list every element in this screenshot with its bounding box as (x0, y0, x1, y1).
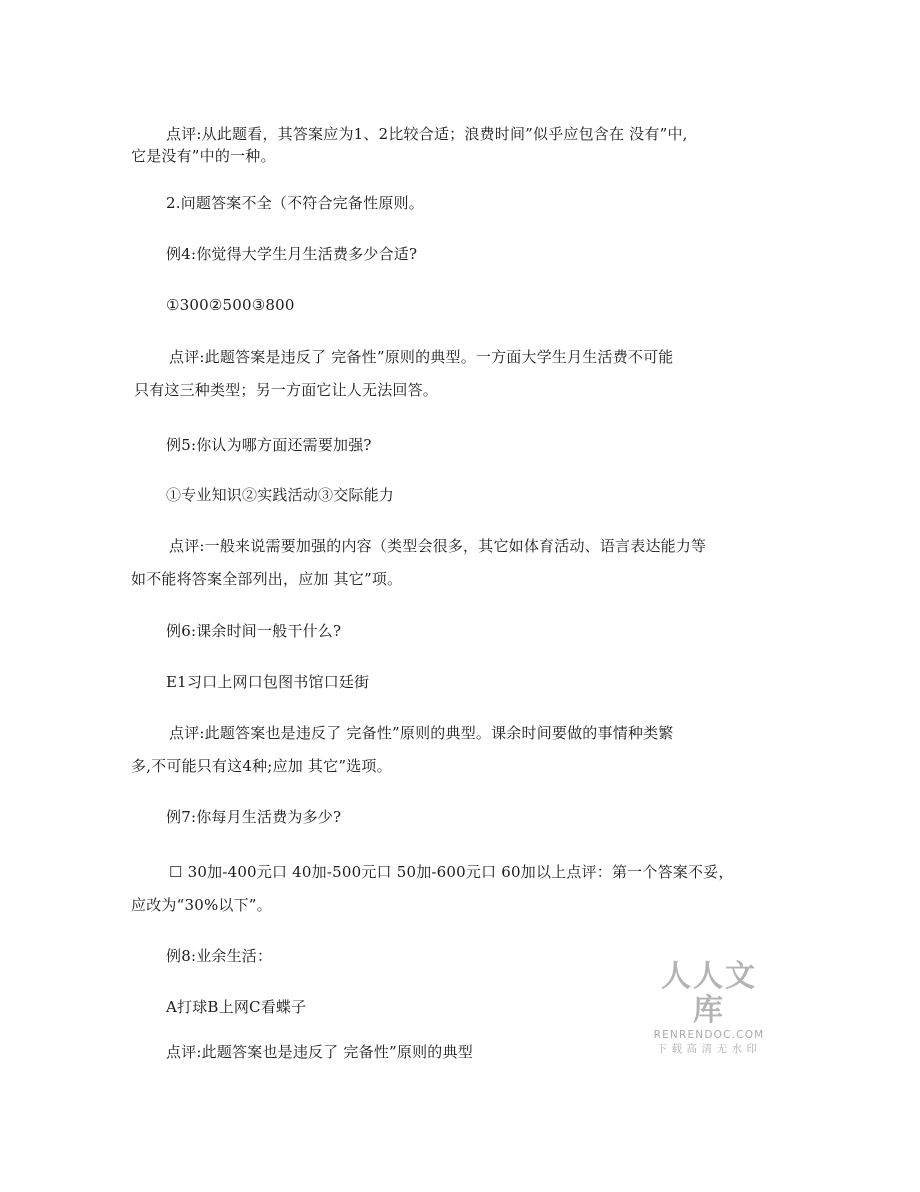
watermark-logo (646, 960, 772, 1056)
text-line: 点评:此题答案是违反了 完备性”原则的典型。一方面大学生月生活费不可能 (169, 348, 674, 366)
watermark-title: 人人文库 (661, 959, 757, 1028)
text-line: 例7:你每月生活费为多少? (166, 808, 342, 826)
watermark-tagline: 下载高清无水印 (656, 1043, 762, 1055)
text-line: 多,不可能只有这4种;应加 其它”选项。 (131, 757, 392, 775)
text-line: ①专业知识②实践活动③交际能力 (166, 486, 395, 504)
text-line: 2.问题答案不全（不符合完备性原则。 (166, 194, 424, 212)
text-line: A打球B上网C看蝶子 (166, 998, 307, 1016)
text-line: 例6:课余时间一般干什么? (166, 622, 342, 640)
text-line: 点评:此题答案也是违反了 完备性”原则的典型。课余时间要做的事情种类繁 (169, 724, 674, 742)
text-line: 它是没有”中的一种。 (131, 147, 276, 165)
text-line: 只有这三种类型；另一方面它让人无法回答。 (134, 381, 439, 399)
text-line: 例8:业余生活： (166, 947, 273, 965)
watermark-domain: RENRENDOC.COM (653, 1029, 765, 1041)
text-line: 点评:一般来说需要加强的内容（类型会很多，其它如体育活动、语言表达能力等 (169, 537, 707, 555)
text-line: ①300②500③800 (166, 296, 295, 314)
text-line: E1习口上网口包图书馆口廷街 (166, 673, 370, 691)
text-line: 应改为“30%以下”。 (131, 896, 272, 914)
text-line: 点评:此题答案也是违反了 完备性”原则的典型 (166, 1043, 473, 1061)
text-line: 例4:你觉得大学生月生活费多少合适? (166, 245, 418, 263)
text-line: 点评:从此题看，其答案应为1、2比较合适；浪费时间”似乎应包含在 没有”中, (166, 125, 688, 143)
text-line: ☐ 30加-400元口 40加-500元口 50加-600元口 60加以上点评：第一个答案不妥， (169, 863, 734, 881)
text-line: 例5:你认为哪方面还需要加强? (166, 436, 372, 454)
text-line: 如不能将答案全部列出，应加 其它”项。 (131, 570, 403, 588)
